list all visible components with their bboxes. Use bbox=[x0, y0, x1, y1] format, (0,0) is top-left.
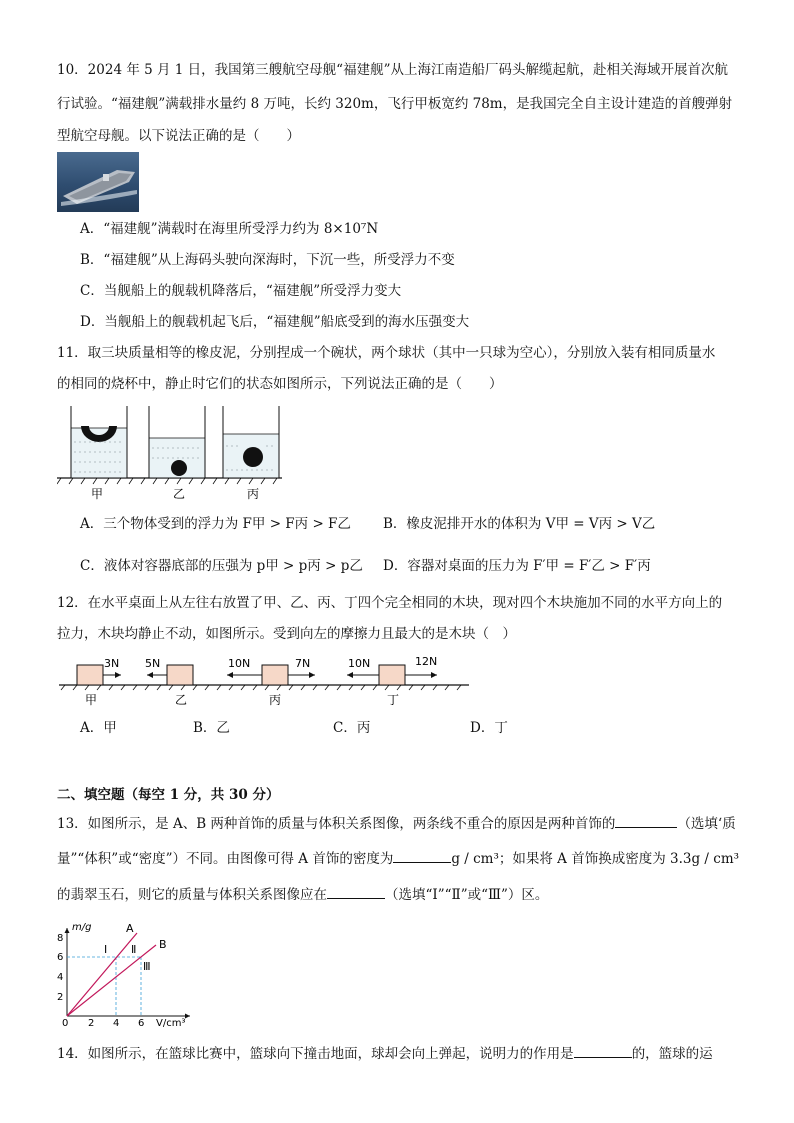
block-bing bbox=[262, 665, 288, 685]
q13-blank-2[interactable] bbox=[393, 848, 451, 863]
q11-option-b: B．橡皮泥排开水的体积为 V甲 = V丙 > V乙 bbox=[383, 516, 656, 532]
q14-line1 bbox=[57, 1043, 713, 1064]
block-yi bbox=[167, 665, 193, 685]
q10-line3: 型航空母舰。以下说法正确的是（ ） bbox=[57, 128, 300, 144]
q13-blank-3[interactable] bbox=[327, 884, 385, 899]
y-axis-label: m/g bbox=[72, 922, 92, 933]
block-label-jia: 甲 bbox=[85, 693, 98, 707]
q13-line3-text-b: （选填“Ⅰ”“Ⅱ”或“Ⅲ”）区。 bbox=[385, 887, 549, 903]
q11-line1: 11．取三块质量相等的橡皮泥，分别捏成一个碗状，两个球状（其中一只球为空心），分别放入装有相同质量水 bbox=[57, 345, 716, 361]
block-label-ding: 丁 bbox=[387, 693, 400, 707]
force-jia-right: 3N bbox=[104, 657, 120, 670]
q13-blank-1[interactable] bbox=[615, 813, 677, 828]
q10-line1: 10．2024 年 5 月 1 日，我国第三艘航空母舰“福建舰”从上海江南造船厂码头解缆起航，赴相关海域开展首次航 bbox=[57, 62, 728, 78]
q14-blank-1[interactable] bbox=[574, 1043, 632, 1058]
q11-option-c: C．液体对容器底部的压强为 p甲 > p丙 > p乙 bbox=[80, 558, 363, 574]
q10-option-d: D．当舰船上的舰载机起飞后，“福建舰”船底受到的海水压强变大 bbox=[80, 314, 470, 330]
force-ding-right: 12N bbox=[415, 655, 438, 668]
q13-mass-volume-graph bbox=[52, 920, 202, 1032]
q13-line3 bbox=[57, 884, 548, 905]
y-tick-6: 6 bbox=[57, 952, 64, 963]
aircraft-carrier-photo bbox=[57, 152, 139, 212]
q14-line1-text-b: 的，篮球的运 bbox=[631, 1046, 713, 1062]
x-tick-6: 6 bbox=[138, 1018, 145, 1029]
x-tick-2: 2 bbox=[88, 1018, 95, 1029]
block-label-yi: 乙 bbox=[175, 693, 188, 707]
q13-line1-text-a: 13．如图所示，是 A、B 两种首饰的质量与体积关系图像，两条线不重合的原因是两种首饰的 bbox=[57, 816, 616, 832]
q13-line1-text-b: （选填‘质 bbox=[677, 816, 736, 832]
q12-blocks-figure bbox=[57, 652, 477, 710]
block-ding bbox=[379, 665, 405, 685]
line-b bbox=[67, 945, 156, 1016]
force-bing-right: 7N bbox=[295, 657, 311, 670]
q13-line2-text-a: 量”“体积”或“密度”）不同。由图像可得 A 首饰的密度为 bbox=[57, 851, 394, 867]
q12-line1: 12．在水平桌面上从左往右放置了甲、乙、丙、丁四个完全相同的木块，现对四个木块施加不同的水平方向上的 bbox=[57, 595, 723, 611]
region-3-label: Ⅲ bbox=[143, 960, 151, 973]
q13-line3-text-a: 的翡翠玉石，则它的质量与体积关系图像应在 bbox=[57, 887, 327, 903]
q10-option-b: B．“福建舰”从上海码头驶向深海时，下沉一些，所受浮力不变 bbox=[80, 252, 455, 268]
q11-option-d: D．容器对桌面的压力为 F′甲 = F′乙 > F′丙 bbox=[383, 558, 651, 574]
line-a-label: A bbox=[126, 922, 134, 935]
line-b-label: B bbox=[159, 938, 167, 951]
block-jia bbox=[77, 665, 103, 685]
beaker-jia bbox=[71, 406, 127, 478]
force-ding-left: 10N bbox=[348, 657, 371, 670]
label-bing: 丙 bbox=[247, 487, 260, 501]
force-bing-left: 10N bbox=[228, 657, 251, 670]
q13-line2-text-b: g / cm³；如果将 A 首饰换成密度为 3.3g / cm³ bbox=[451, 851, 740, 867]
label-jia: 甲 bbox=[91, 487, 104, 501]
y-tick-2: 2 bbox=[57, 992, 64, 1003]
y-tick-8: 8 bbox=[57, 933, 64, 944]
q12-option-d: D．丁 bbox=[470, 720, 508, 736]
x-axis-label: V/cm³ bbox=[156, 1018, 186, 1029]
region-1-label: Ⅰ bbox=[104, 943, 108, 956]
force-yi-left: 5N bbox=[145, 657, 161, 670]
beaker-bing bbox=[223, 406, 279, 478]
label-yi: 乙 bbox=[173, 487, 186, 501]
q12-option-b: B．乙 bbox=[193, 720, 230, 736]
block-label-bing: 丙 bbox=[269, 693, 282, 707]
line-a bbox=[67, 933, 137, 1016]
q11-option-a: A．三个物体受到的浮力为 F甲 > F丙 > F乙 bbox=[80, 516, 351, 532]
q14-line1-text-a: 14．如图所示，在篮球比赛中，篮球向下撞击地面，球却会向上弹起，说明力的作用是 bbox=[57, 1046, 574, 1062]
beaker-yi bbox=[149, 406, 205, 478]
q12-line2: 拉力，木块均静止不动，如图所示。受到向左的摩擦力且最大的是木块（ ） bbox=[57, 626, 516, 642]
q13-line1 bbox=[57, 813, 736, 834]
y-tick-4: 4 bbox=[57, 972, 64, 983]
q10-line2: 行试验。“福建舰”满载排水量约 8 万吨，长约 320m，飞行甲板宽约 78m，是我国完全自主设计建造的首艘弹射 bbox=[57, 96, 733, 112]
x-tick-0: 0 bbox=[62, 1018, 69, 1029]
q11-line2: 的相同的烧杯中，静止时它们的状态如图所示，下列说法正确的是（ ） bbox=[57, 376, 503, 392]
q12-option-a: A．甲 bbox=[80, 720, 117, 736]
section-title-fill-in: 二、填空题（每空 1 分，共 30 分） bbox=[57, 787, 280, 803]
q13-line2 bbox=[57, 848, 739, 869]
q10-option-a: A．“福建舰”满载时在海里所受浮力约为 8×10⁷N bbox=[80, 221, 379, 237]
q12-option-c: C．丙 bbox=[333, 720, 371, 736]
x-tick-4: 4 bbox=[113, 1018, 120, 1029]
region-2-label: Ⅱ bbox=[131, 943, 137, 956]
q11-beakers-figure bbox=[57, 402, 297, 502]
q10-option-c: C．当舰船上的舰载机降落后，“福建舰”所受浮力变大 bbox=[80, 283, 402, 299]
